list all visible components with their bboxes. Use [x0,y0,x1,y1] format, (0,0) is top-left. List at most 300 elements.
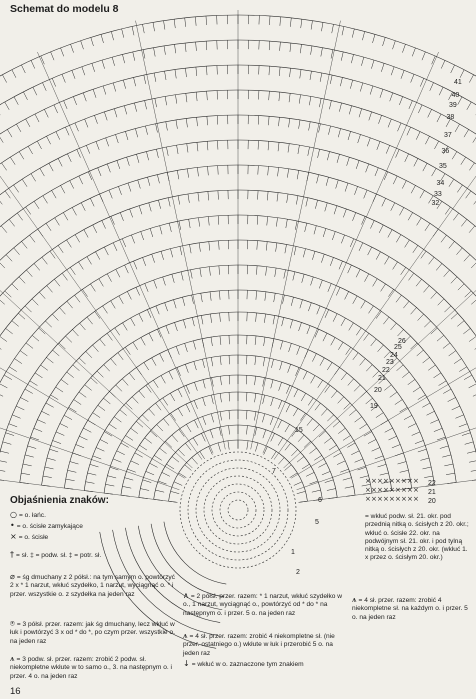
stitch-mark [408,273,413,280]
stitch-mark [356,160,359,169]
stitch-mark [427,411,435,415]
stitch-mark [278,400,281,408]
stitch-mark [35,114,39,122]
chain-arc [410,336,428,356]
stitch-mark [118,353,123,360]
stitch-mark [428,109,432,117]
legend-title: Objaśnienia znaków: [10,495,109,506]
stitch-mark [278,117,279,126]
stitch-mark [263,395,265,404]
stitch-mark [397,329,403,336]
stitch-mark [367,138,370,146]
stitch-mark [265,292,266,301]
stitch-mark [0,298,5,304]
chain-arc [327,409,344,427]
stitch-mark [2,75,6,83]
stitch-mark [255,393,256,402]
chain-arc [176,16,207,19]
chain-arc [325,430,340,449]
stitch-mark [469,75,473,83]
chain-arc [417,307,437,326]
stitch-mark [41,411,49,415]
stitch-mark [457,185,462,192]
stitch-mark [185,343,188,352]
row-number-label: 20 [374,387,382,394]
stitch-mark [103,86,106,95]
stitch-mark [396,295,401,302]
chain-arc [300,44,330,49]
stitch-mark [21,473,30,475]
stitch-mark [334,206,337,215]
stitch-mark [453,213,458,220]
stitch-mark [73,365,80,371]
stitch-mark [360,358,366,365]
stitch-mark [85,119,88,127]
stitch-mark [153,22,155,31]
stitch-mark [62,74,65,82]
stitch-mark [325,480,334,483]
stitch-mark [303,249,305,258]
chain-arc [209,190,238,191]
stitch-mark [0,344,1,349]
stitch-mark [309,96,311,105]
stitch-mark [194,361,197,370]
stitch-mark [471,470,476,471]
stitch-mark [430,83,434,91]
stitch-mark [322,471,330,474]
legend-item: ⍟ = 3 półsł. przer. razem: jak śg dmuchany, lecz wkłuć w łuk i powtórzyć 3 x od * do *, po czym przer. wszystkie o. na jeden raz [10,619,175,645]
stitch-mark [392,444,400,447]
stitch-mark [68,470,77,472]
stitch-mark [461,219,467,226]
stitch-mark [185,68,186,77]
stitch-mark [444,464,453,466]
detail-stitch: × [371,495,377,503]
chain-arc [104,469,109,493]
stitch-mark [12,284,18,290]
stitch-mark [25,306,31,312]
stitch-mark [87,317,93,324]
stitch-mark [333,453,341,457]
stitch-mark [45,321,51,327]
stitch-mark [257,216,258,225]
chain-arc [238,140,268,141]
stitch-mark [87,473,96,475]
stitch-mark [34,428,42,431]
stitch-mark [299,322,302,331]
chain-arc [59,290,81,307]
stitch-mark [100,439,108,443]
chain-arc [212,290,238,292]
stitch-mark [67,154,71,162]
stitch-mark [246,355,247,364]
chain-arc [208,140,238,141]
stitch-mark [424,285,430,292]
chain-arc [327,125,356,133]
stitch-mark [352,212,355,220]
stitch-mark [111,216,115,224]
stitch-mark [359,243,363,251]
stitch-mark [467,102,471,110]
stitch-mark [210,314,211,323]
stitch-mark [145,101,147,110]
stitch-mark [361,57,363,66]
detail-stitch: × [407,477,413,485]
stitch-mark [380,89,383,98]
chain-arc [189,357,213,363]
stitch-mark [98,168,101,176]
chain-arc [105,263,130,275]
stitch-mark [185,43,186,52]
stitch-mark [349,410,356,416]
stitch-mark [418,105,422,113]
stitch-mark [308,398,313,405]
stitch-mark [349,323,354,331]
stitch-mark [170,249,172,258]
stitch-mark [0,171,192,468]
stitch-mark [119,296,123,304]
stitch-mark [341,373,347,380]
chain-arc [214,425,238,429]
chain-arc [350,472,356,496]
stitch-mark [81,203,85,211]
stitch-mark [187,169,188,178]
stitch-mark [256,313,257,322]
chain-arc [22,327,40,348]
stitch-mark [87,257,92,265]
stitch-mark [70,462,79,464]
stitch-mark [88,172,92,180]
stitch-mark [78,262,83,270]
chain-arc [300,19,331,24]
chain-arc [290,296,315,304]
stitch-mark [149,203,152,212]
stitch-mark [211,337,212,346]
stitch-mark [90,284,95,292]
stitch-mark [111,31,113,40]
stitch-mark [271,397,274,406]
stitch-mark [185,18,186,27]
stitch-mark [52,350,59,356]
stitch-mark [327,362,332,370]
stitch-mark [220,313,221,322]
detail-stitch: × [407,495,413,503]
stitch-mark [171,491,180,493]
stitch-mark [443,343,450,349]
stitch-mark [208,191,209,200]
chain-arc [115,24,145,31]
stitch-mark [61,48,64,56]
stitch-mark [247,441,248,450]
chain-arc [0,242,21,261]
page-number: 16 [10,686,21,697]
stitch-mark [72,329,78,336]
chain-arc [210,240,238,241]
chain-arc [179,141,208,145]
stitch-mark [424,321,430,327]
legend-item: ⩚ = 4 sł. przer. razem: zrobić 4 niekompletne sł. (nie przer. ostatniego o.) wkłute w łuk i przerobić 5 o. na jeden raz [183,631,335,657]
stitch-mark [94,115,97,123]
row-number-label: 20 [428,498,436,505]
stitch-mark [331,50,333,59]
chain-arc [454,348,470,371]
stitch-mark [407,127,411,135]
stitch-mark [93,456,101,459]
stitch-mark [402,181,406,189]
stitch-mark [303,371,307,379]
chain-arc [458,401,469,426]
detail-stitch: × [371,486,377,494]
stitch-mark [93,345,99,352]
stitch-mark [364,190,367,198]
stitch-mark [280,361,283,370]
chain-arc [292,271,318,278]
stitch-mark [126,403,133,409]
stitch-mark [18,313,25,319]
stitch-mark [125,435,133,440]
stitch-mark [72,70,75,78]
stitch-mark [133,52,135,61]
stitch-mark [459,367,467,372]
stitch-mark [271,451,276,459]
detail-stitch: × [377,477,383,485]
chain-arc [183,241,211,245]
stitch-mark [139,391,145,398]
chain-arc [325,176,353,185]
chain-arc [298,94,328,99]
stitch-mark [405,154,409,162]
stitch-mark [161,251,164,260]
stitch-mark [165,441,172,447]
stitch-mark [308,147,310,156]
stitch-mark [398,462,407,464]
stitch-mark [386,145,389,153]
row-number-label: 41 [454,79,462,86]
stitch-mark [1,226,7,233]
chain-arc [378,443,387,466]
chain-arc [326,151,355,159]
stitch-mark [25,455,34,457]
chain-arc [156,435,172,453]
stitch-mark [155,490,164,492]
stitch-mark [115,328,120,335]
stitch-mark [103,306,108,313]
stitch-mark [333,314,337,322]
chain-arc [123,176,151,185]
chain-arc [105,379,123,397]
stitch-mark [218,443,221,452]
chain-arc [181,191,210,195]
chain-arc [29,76,57,89]
chain-arc [264,292,290,297]
stitch-mark [469,384,476,388]
chain-arc [109,289,133,302]
stitch-mark [321,409,327,416]
stitch-mark [341,235,344,243]
stitch-mark [370,220,374,228]
stitch-mark [375,168,378,176]
stitch-mark [207,91,208,100]
stitch-mark [102,220,106,228]
chain-arc [0,214,16,233]
chain-arc [304,435,320,453]
legend-item: = wkłuć podw. sł. 21. okr. pod przednią nitką o. ścisłych z 20. okr.; wkłuć o. ścisłe 22. okr. na podwójnym sł. 21. okr. i pod tylną nitką o. ścisłych z 20. okr. (wkłuć 1. x przez o. ścisłym 20. okr.) [365,513,469,562]
stitch-mark [102,60,105,69]
stitch-mark [437,114,441,122]
stitch-mark [302,274,304,283]
chain-arc [98,353,117,370]
stitch-mark [393,176,397,184]
stitch-mark [90,198,94,206]
stitch-mark [304,441,311,447]
stitch-mark [37,420,45,424]
chain-arc [6,270,27,290]
stitch-mark [203,397,206,406]
stitch-mark [147,177,149,186]
stitch-mark [413,245,418,252]
stitch-mark [168,198,170,207]
stitch-mark [434,428,442,431]
stitch-mark [207,141,208,150]
stitch-mark [152,358,156,366]
chain-arc [47,435,55,460]
stitch-mark [154,455,162,460]
stitch-mark [127,469,135,472]
stitch-mark [399,207,403,215]
stitch-mark [431,292,437,299]
stitch-mark [420,458,429,460]
stitch-mark [14,248,20,255]
stitch-mark [129,373,135,380]
stitch-mark [189,244,191,253]
stitch-mark [96,448,104,452]
stitch-mark [52,314,58,321]
stitch-mark [70,181,74,189]
stitch-mark [209,267,210,276]
row-number-label: 38 [446,114,455,121]
chain-arc [330,49,360,56]
chain-arc [117,74,147,81]
stitch-mark [393,41,396,50]
chain-arc [86,56,116,65]
chain-arc [344,426,357,446]
stitch-mark [345,291,349,299]
stitch-mark [280,341,282,350]
chain-arc [81,370,98,390]
stitch-mark [399,97,402,105]
stitch-mark [319,98,321,107]
stitch-mark [218,216,219,225]
stitch-mark [382,198,386,206]
stitch-mark [452,406,460,410]
stitch-mark [309,481,317,484]
stitch-mark [381,63,384,72]
stitch-mark [37,52,213,453]
chain-arc [146,44,176,49]
stitch-mark [313,425,319,432]
chain-arc [118,100,147,108]
stitch-mark [328,126,330,135]
stitch-mark [469,336,476,341]
stitch-mark [0,460,7,462]
stitch-mark [369,112,372,121]
chain-arc [360,56,390,65]
stitch-mark [467,451,476,453]
stitch-mark [381,284,386,292]
stitch-mark [329,101,331,110]
row-number-label: 35 [439,163,447,170]
chain-arc [210,215,238,216]
stitch-mark [111,301,116,309]
chain-arc [383,169,410,182]
chain-arc [238,425,262,429]
chain-arc [420,50,449,62]
stitch-mark [293,272,295,281]
stitch-mark [157,425,163,432]
stitch-mark [359,109,362,118]
chain-arc [211,265,238,267]
stitch-mark [268,166,269,175]
stitch-mark [47,136,51,144]
stitch-mark [327,415,333,421]
stitch-mark [330,257,333,265]
stitch-mark [331,337,335,345]
stitch-mark [218,166,219,175]
stitch-mark [54,279,60,286]
chain-arc [176,41,207,44]
stitch-mark [46,223,51,230]
legend-item: × = o. ścisłe [10,532,49,541]
stitch-mark [355,417,362,422]
stitch-mark [158,200,160,209]
stitch-mark [53,440,61,443]
stitch-mark [380,473,389,475]
stitch-mark [296,196,298,205]
stitch-mark [177,145,178,154]
stitch-mark [275,268,276,277]
stitch-mark [156,403,161,410]
chain-arc [98,422,111,443]
stitch-mark [72,207,76,215]
stitch-mark [196,67,197,76]
chain-arc [410,412,421,435]
stitch-mark [172,435,178,442]
chain-arc [142,351,164,363]
stitch-mark [425,223,430,230]
stitch-mark [471,262,476,268]
stitch-mark [376,413,383,418]
stitch-mark [3,442,12,445]
stitch-mark [258,166,259,175]
stitch-mark [46,403,54,407]
detail-stitch: × [365,495,371,503]
stitch-mark [347,443,355,447]
stitch-mark [55,218,60,226]
stitch-mark [143,24,145,33]
round-ring [188,460,288,560]
chain-arc [354,379,372,397]
stitch-mark [80,323,86,330]
stitch-mark [5,102,9,110]
chain-arc [316,476,323,500]
chain-arc [266,216,294,220]
stitch-mark [285,443,291,450]
detail-stitch: × [407,486,413,494]
stitch-mark [368,247,372,255]
stitch-mark [210,292,211,301]
chain-arc [380,196,406,209]
stitch-mark [298,435,304,442]
